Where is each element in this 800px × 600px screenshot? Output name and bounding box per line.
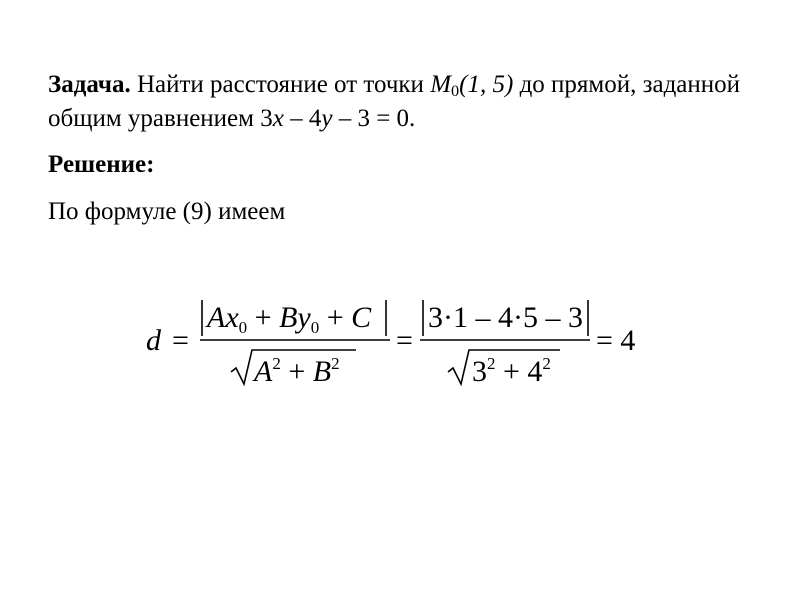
formula-equals-2: =	[396, 324, 413, 357]
point-coords: (1, 5)	[459, 71, 514, 98]
equation-mid: – 4	[283, 105, 322, 132]
solution-label: Решение:	[48, 151, 155, 178]
denominator-1: $A^2 + B^2$	[254, 354, 340, 388]
point-letter: M	[430, 71, 452, 98]
task-text-2: до прямой, заданной общим уравнением 3	[48, 71, 741, 132]
numerator-2: 3·1 – 4·5 – 3	[428, 301, 583, 334]
formula-lhs: d	[146, 324, 161, 357]
equation-end: – 3 = 0.	[332, 105, 416, 132]
solution-intro: По формуле (9) имеем	[48, 198, 286, 225]
task-label: Задача.	[48, 71, 131, 98]
formula-result: = 4	[596, 324, 636, 357]
denominator-2: $3^2 + 4^2$	[472, 354, 551, 388]
formula-equals-1: =	[172, 324, 189, 357]
point-subscript: 0	[451, 82, 460, 101]
equation-y: y	[321, 105, 333, 132]
equation-x: x	[272, 105, 284, 132]
numerator-1: $Ax_0 + By_0 + C$	[207, 301, 372, 337]
task-text-1: Найти расстояние от точки	[136, 71, 431, 98]
